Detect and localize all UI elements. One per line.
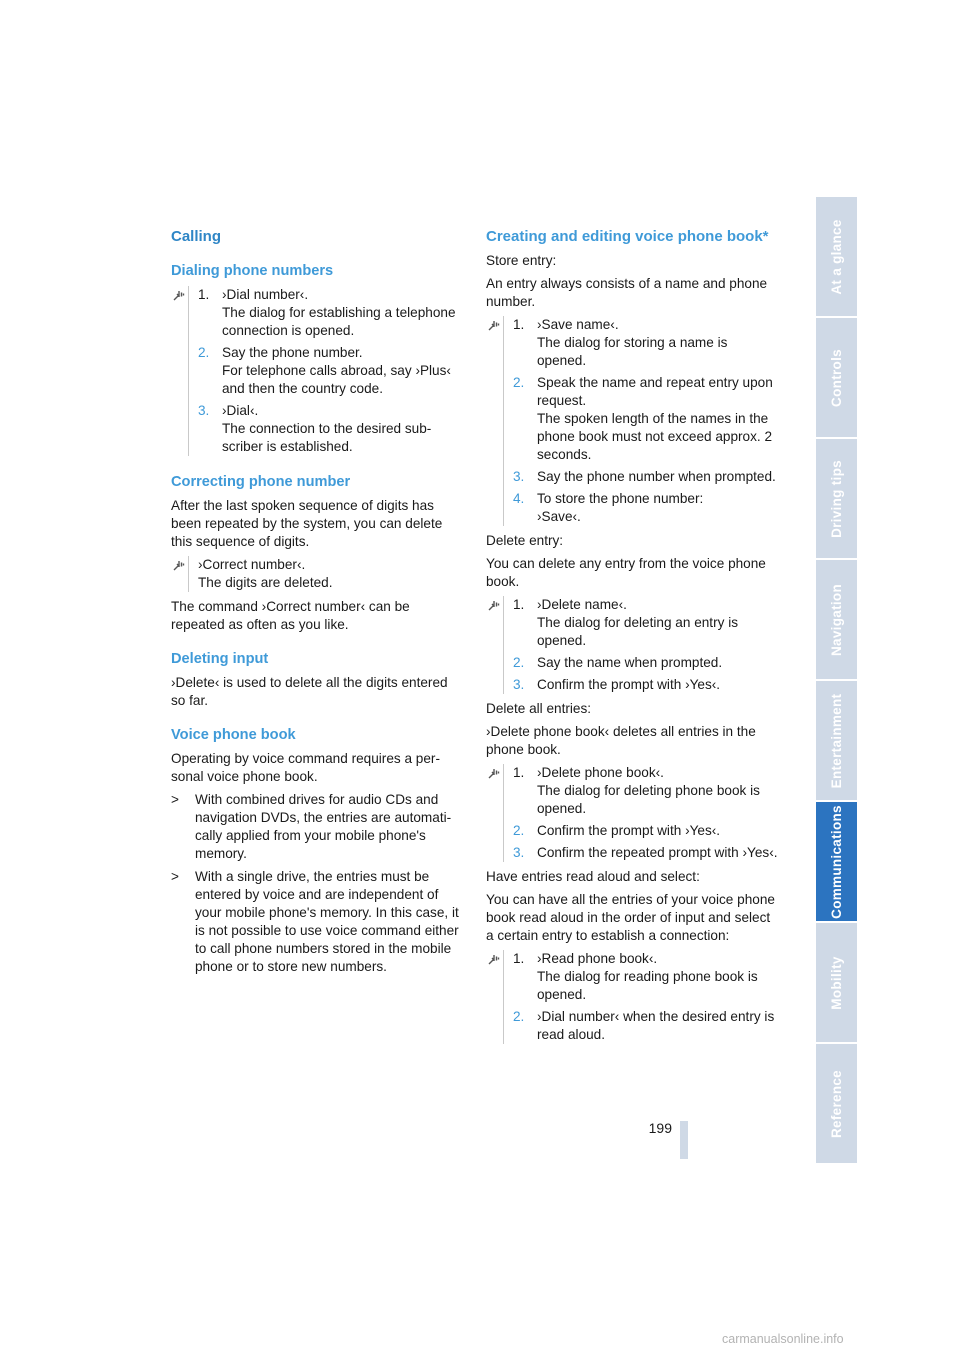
step-command: ›Dial number‹.: [222, 287, 309, 302]
voice-bar: [503, 950, 504, 1044]
step-number: 1.: [513, 597, 525, 612]
delete-entry-intro: You can delete any entry from the voice phone book.: [486, 556, 766, 589]
voice-bar: [503, 316, 504, 526]
step-line: ›Read phone book‹.: [537, 951, 658, 966]
voice-bar: [188, 286, 189, 456]
tab-controls[interactable]: [816, 318, 857, 437]
step-line: Confirm the prompt with ›Yes‹.: [537, 677, 721, 692]
voice-block-delete-all: [486, 764, 778, 862]
step-line: Say the name when prompted.: [537, 655, 723, 670]
microphone-voice-icon: [487, 766, 500, 779]
deleting-text: ›Delete‹ is used to delete all the digits entered so far.: [171, 675, 448, 708]
step-number: 3.: [513, 469, 525, 484]
bullet-item: [171, 868, 463, 976]
voice-block-delete-entry: [486, 596, 778, 694]
step-line: ›Delete name‹.: [537, 597, 627, 612]
step-line: The dialog for reading phone book is opened.: [537, 969, 758, 1002]
bullet-marker: >: [171, 792, 179, 807]
step-number: 2.: [513, 655, 525, 670]
step-item: [513, 844, 778, 862]
store-intro: An entry always consists of a name and phone number.: [486, 276, 768, 309]
tab-communications[interactable]: [816, 802, 857, 921]
step-command: ›Dial‹.: [222, 403, 259, 418]
left-column: [171, 228, 463, 981]
voice-bar: [188, 556, 189, 592]
step-item: [513, 374, 778, 464]
heading-deleting: Deleting input: [171, 651, 269, 667]
microphone-voice-icon: [487, 318, 500, 331]
tab-at-a-glance[interactable]: [816, 197, 857, 316]
bullet-text: With combined drives for audio CDs and navigation DVDs, the entries are automati- cally applied from your mobile phone's memory.: [195, 792, 452, 861]
voice-book-intro: Operating by voice command requires a per- sonal voice phone book.: [171, 751, 440, 784]
step-number: 2.: [513, 1009, 525, 1024]
microphone-voice-icon: [172, 288, 185, 301]
step-item: [513, 316, 778, 370]
tab-label: Reference: [828, 1069, 844, 1138]
tab-label: Navigation: [828, 583, 844, 656]
step-line: Confirm the repeated prompt with ›Yes‹.: [537, 845, 778, 860]
tab-entertainment[interactable]: [816, 681, 857, 800]
correcting-outro: The command ›Correct number‹ can be repeated as often as you like.: [171, 599, 410, 632]
step-item: [513, 822, 778, 840]
step-number: 3.: [198, 403, 210, 418]
correcting-intro: After the last spoken sequence of digits has been repeated by the system, you can delete this sequence of digits.: [171, 498, 443, 549]
step-line: ›Delete phone book‹.: [537, 765, 664, 780]
read-aloud-intro: You can have all the entries of your voice phone book read aloud in the order of input and select a certain entry to establish a connection:: [486, 892, 775, 943]
tab-label: Controls: [828, 348, 844, 407]
step-number: 1.: [513, 765, 525, 780]
step-number: 1.: [198, 287, 210, 302]
microphone-voice-icon: [487, 598, 500, 611]
step-text: For telephone calls abroad, say ›Plus‹ and then the country code.: [222, 363, 451, 396]
step-line: The dialog for deleting phone book is opened.: [537, 783, 760, 816]
step-text: The dialog for establishing a telephone connection is opened.: [222, 305, 456, 338]
footer-watermark: carmanualsonline.info: [722, 1332, 844, 1346]
microphone-voice-icon: [487, 952, 500, 965]
step-number: 2.: [513, 375, 525, 390]
step-item: [513, 468, 778, 486]
step-item: [513, 490, 778, 526]
heading-dialing: Dialing phone numbers: [171, 263, 334, 279]
tab-reference[interactable]: [816, 1044, 857, 1163]
tab-label: At a glance: [828, 218, 844, 295]
section-title-calling: Calling: [171, 228, 222, 245]
step-item: [198, 402, 463, 456]
step-item: [198, 286, 463, 340]
heading-voice-book: Voice phone book: [171, 727, 296, 743]
step-line: ›Dial number‹ when the desired entry is read aloud.: [537, 1009, 775, 1042]
tab-label: Communications: [828, 804, 844, 919]
read-aloud-label: Have entries read aloud and select:: [486, 869, 700, 884]
tab-driving-tips[interactable]: [816, 439, 857, 558]
store-label: Store entry:: [486, 253, 557, 268]
voice-text: The digits are deleted.: [198, 575, 333, 590]
voice-bar: [503, 764, 504, 862]
step-line: The dialog for storing a name is opened.: [537, 335, 728, 368]
step-line: The dialog for deleting an entry is opened.: [537, 615, 739, 648]
step-item: [198, 344, 463, 398]
voice-block-dialing: [171, 286, 463, 456]
step-number: 1.: [513, 951, 525, 966]
bullet-item: [171, 791, 463, 863]
delete-entry-label: Delete entry:: [486, 533, 564, 548]
step-line: To store the phone number:: [537, 491, 704, 506]
bullet-marker: >: [171, 869, 179, 884]
step-item: [513, 596, 778, 650]
voice-bar: [503, 596, 504, 694]
step-line: Say the phone number when prompted.: [537, 469, 776, 484]
bullet-text: With a single drive, the entries must be entered by voice and are independent of your mobile phone's memory. In this case, it is not possible to use voice command either to call phone numbers stored in the mobile phone or to store new numbers.: [195, 869, 459, 974]
step-item: [513, 1008, 778, 1044]
tab-label: Entertainment: [828, 693, 844, 788]
tab-label: Driving tips: [828, 459, 844, 538]
step-number: 4.: [513, 491, 525, 506]
tab-mobility[interactable]: [816, 923, 857, 1042]
heading-creating-editing: Creating and editing voice phone book*: [486, 228, 769, 245]
delete-all-intro: ›Delete phone book‹ deletes all entries in the phone book.: [486, 724, 756, 757]
voice-block-store: [486, 316, 778, 526]
step-number: 1.: [513, 317, 525, 332]
step-text: The connection to the desired sub- scriber is established.: [222, 421, 432, 454]
voice-block-correcting: [171, 556, 463, 592]
step-number: 3.: [513, 845, 525, 860]
tab-navigation[interactable]: [816, 560, 857, 679]
step-number: 2.: [513, 823, 525, 838]
step-item: [513, 764, 778, 818]
page-number: 199: [648, 1120, 672, 1136]
voice-command: ›Correct number‹.: [198, 557, 306, 572]
page-number-bar: [680, 1121, 688, 1159]
step-item: [513, 950, 778, 1004]
step-line: ›Save‹.: [537, 509, 581, 524]
voice-block-read-aloud: [486, 950, 778, 1044]
microphone-voice-icon: [172, 558, 185, 571]
step-number: 2.: [198, 345, 210, 360]
step-item: [513, 654, 778, 672]
step-item: [513, 676, 778, 694]
step-line: Speak the name and repeat entry upon request.: [537, 375, 773, 408]
chapter-tabs: [816, 197, 857, 1165]
step-command: Say the phone number.: [222, 345, 363, 360]
tab-label: Mobility: [828, 955, 844, 1010]
step-number: 3.: [513, 677, 525, 692]
step-line: Confirm the prompt with ›Yes‹.: [537, 823, 721, 838]
delete-all-label: Delete all entries:: [486, 701, 592, 716]
heading-correcting: Correcting phone number: [171, 474, 351, 490]
right-column: [486, 228, 778, 1050]
step-line: The spoken length of the names in the phone book must not exceed approx. 2 seconds.: [537, 411, 773, 462]
step-line: ›Save name‹.: [537, 317, 619, 332]
